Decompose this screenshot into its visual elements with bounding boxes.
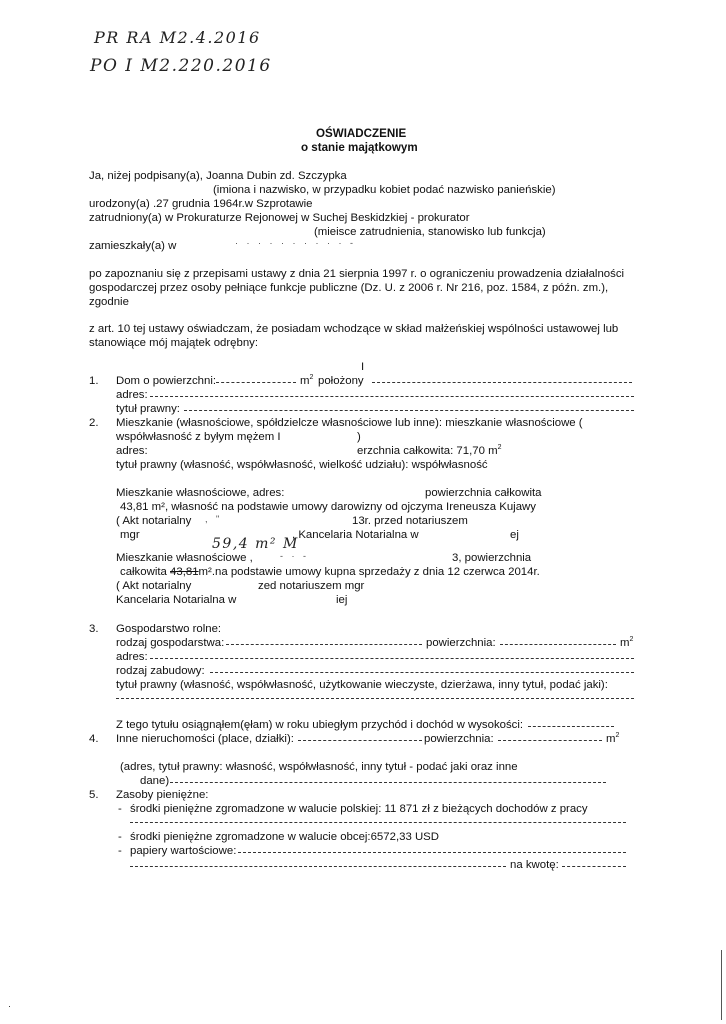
item-1-title-label: tytuł prawny: <box>116 403 180 415</box>
item-4-number: 4. <box>89 733 99 745</box>
residence-label: zamieszkały(a) w <box>89 240 177 252</box>
item-5-label: Zasoby pieniężne: <box>116 789 209 801</box>
item-5-dash-pln <box>130 822 626 823</box>
apartment-2-line-2: 43,81 m², własność na podstawie umowy darowizny od ojczyma Ireneusza Kujawy <box>120 501 536 513</box>
item-1-dash-location <box>372 382 632 383</box>
item-5-dash-amount <box>562 866 626 867</box>
law-text-line-3: zgodnie <box>89 296 129 308</box>
scan-edge-line <box>721 950 722 1020</box>
apartment-2-line-1b: powierzchnia całkowita <box>425 487 542 499</box>
item-4-area-label: powierzchnia: <box>424 733 494 745</box>
law-text-line-2: gospodarczej przez osoby pełniące funkcje publiczne (Dz. U. z 2006 r. Nr 216, poz. 1584, z późn. zm.), <box>89 282 609 294</box>
apartment-3-line-4a: Kancelaria Notarialna w <box>116 594 237 606</box>
apartment-2-line-4a: mgr <box>120 529 140 541</box>
item-1-unit: $m^2$ <box>300 374 314 387</box>
item-2-area: erzchnia całkowita: 71,70 $m^2$ <box>357 444 502 457</box>
item-5-dash-securities <box>238 852 626 853</box>
item-5-pln: środki pieniężne zgromadzone w walucie polskiej: 11 871 zł z bieżących dochodów z pracy <box>130 803 588 815</box>
name-hint: (imiona i nazwisko, w przypadku kobiet podać nazwisko panieńskie) <box>213 184 556 196</box>
item-4-label: Inne nieruchomości (place, działki): <box>116 733 294 745</box>
item-5-fx: środki pieniężne zgromadzone w walucie obcej:6572,33 USD <box>130 831 439 843</box>
item-3-income-label: Z tego tytułu osiągnąłem(ęłam) w roku ubiegłym przychód i dochód w wysokości: <box>116 719 524 731</box>
item-3-label: Gospodarstwo rolne: <box>116 623 222 635</box>
apartment-2-line-3a: ( Akt notarialny <box>116 515 192 527</box>
item-2-title-line: tytuł prawny (własność, współwłasność, wielkość udziału): współwłasność <box>116 459 488 471</box>
item-3-address-label: adres: <box>116 651 148 663</box>
law-text-line-5: stanowiące mój majątek odrębny: <box>89 337 259 349</box>
item-3-title-label: tytuł prawny (własność, współwłasność, użytkowanie wieczyste, dzierżawa, inny tytuł, podać jaki): <box>116 679 608 691</box>
item-5-securities-label: papiery wartościowe: <box>130 845 237 857</box>
item-2-number: 2. <box>89 417 99 429</box>
item-1-dash-title <box>184 410 634 411</box>
handwritten-area-correction: 59,4 m² M <box>212 536 299 552</box>
handwritten-case-number-2: PO I M2.220.2016 <box>90 56 272 76</box>
item-1-label: Dom o powierzchni: <box>116 375 217 387</box>
item-3-dash-title <box>116 698 634 699</box>
item-4-dash-details <box>170 782 606 783</box>
item-3-dash-address <box>150 658 634 659</box>
apartment-3-line-4b: iej <box>336 594 348 606</box>
item-4-dash-location <box>298 740 422 741</box>
item-3-dash-building <box>210 672 634 673</box>
redaction-residue: · · · · · · · · · · - <box>235 238 356 248</box>
item-3-farm-type-label: rodzaj gospodarstwa: <box>116 637 225 649</box>
item-5-bullet-pln: - <box>118 803 122 815</box>
item-1-after: położony <box>318 375 364 387</box>
item-3-building-label: rodzaj zabudowy: <box>116 665 205 677</box>
apartment-2-line-1a: Mieszkanie własnościowe, adres: <box>116 487 285 499</box>
item-1-address-label: adres: <box>116 389 148 401</box>
item-1-dash-area <box>216 382 296 383</box>
scan-dot: · <box>8 1001 11 1011</box>
apartment-2-line-4c: ej <box>510 529 519 541</box>
item-1-dash-address <box>150 396 634 397</box>
item-3-unit: $m^2$ <box>620 636 634 649</box>
item-1-number: 1. <box>89 375 99 387</box>
handwritten-case-number-1: PR RA M2.4.2016 <box>94 28 261 47</box>
item-2-line-1: Mieszkanie (własnościowe, spółdzielcze własnościowe lub inne): mieszkanie własnościowe ( <box>116 417 583 429</box>
item-4-hint-1: (adres, tytuł prawny: własność, współwłasność, inny tytuł - podać jaki oraz inne <box>120 761 518 773</box>
item-3-dash-area <box>500 644 616 645</box>
page-title: OŚWIADCZENIE <box>316 127 407 140</box>
item-2-line-2a: współwłasność z byłym mężem I <box>116 431 281 443</box>
apartment-3-line-3b: zed notariuszem mgr <box>258 580 365 592</box>
redaction-residue-3: - · - <box>280 551 309 561</box>
apartment-2-line-3b: 13r. przed notariuszem <box>352 515 468 527</box>
name-line: Ja, niżej podpisany(a), Joanna Dubin zd. Szczypka <box>89 170 347 182</box>
item-5-bullet-securities: - <box>118 845 122 857</box>
apartment-3-line-1a: Mieszkanie własnościowe , <box>116 552 253 564</box>
item-4-dash-area <box>498 740 602 741</box>
item-5-number: 5. <box>89 789 99 801</box>
redaction-residue-2: , " <box>205 514 223 524</box>
item-5-bullet-fx: - <box>118 831 122 843</box>
page-subtitle: o stanie majątkowym <box>301 141 418 154</box>
item-5-amount-label: na kwotę: <box>510 859 559 871</box>
item-2-address-label: adres: <box>116 445 148 457</box>
apartment-3-line-3a: ( Akt notarialny <box>116 580 192 592</box>
apartment-3-line-2: całkowita 43,81m².na podstawie umowy kupna sprzedaży z dnia 12 czerwca 2014r. <box>120 566 540 578</box>
employment-hint: (mieisce zatrudnienia, stanowisko lub funkcja) <box>314 226 546 238</box>
apartment-3-line-1b: 3, powierzchnia <box>452 552 532 564</box>
law-text-line-1: po zapoznaniu się z przepisami ustawy z dnia 21 sierpnia 1997 r. o ograniczeniu prowadzenia działalności <box>89 268 625 280</box>
item-2-line-2b: ) <box>357 431 361 443</box>
item-3-area-label: powierzchnia: <box>426 637 496 649</box>
birth-line: urodzony(a) .27 grudnia 1964r.w Szprotawie <box>89 198 313 210</box>
item-4-hint-2: dane) <box>140 775 170 787</box>
section-roman-numeral: I <box>361 361 365 373</box>
item-3-dash-income <box>528 726 614 727</box>
item-4-unit: $m^2$ <box>606 732 620 745</box>
apartment-2-line-4b: , Kancelaria Notarialna w <box>292 529 419 541</box>
item-3-number: 3. <box>89 623 99 635</box>
item-5-dash-securities-2 <box>130 866 506 867</box>
item-3-dash-farm-type <box>226 644 422 645</box>
law-text-line-4: z art. 10 tej ustawy oświadczam, że posiadam wchodzące w skład małżeńskiej wspólności ustawowej lub <box>89 323 619 335</box>
employment-line: zatrudniony(a) w Prokuraturze Rejonowej w Suchej Beskidzkiej - prokurator <box>89 212 470 224</box>
